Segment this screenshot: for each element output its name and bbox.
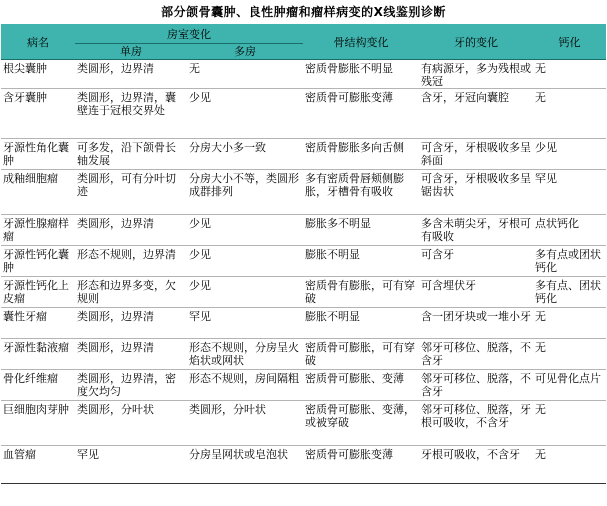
- cell-multi: 形态不规则，房间隔粗: [187, 370, 303, 401]
- cell-bone: 密质骨可膨胀变薄: [303, 89, 419, 139]
- cell-name: 牙源性黏液瘤: [1, 339, 75, 370]
- cell-name: 牙源性角化囊肿: [1, 139, 75, 170]
- cell-calc: 多有点或团状钙化: [533, 246, 606, 277]
- table-row: [1, 401, 606, 446]
- cell-tooth: 可含牙，牙根吸收多呈锯齿状: [419, 170, 533, 215]
- header-single: 单房: [75, 44, 187, 60]
- cell-single: 形态不规则，边界清: [75, 246, 187, 277]
- table-row: [1, 89, 606, 139]
- cell-tooth: 有病源牙，多为残根或残冠: [419, 60, 533, 89]
- cell-bone: 密质骨膨胀不明显: [303, 60, 419, 89]
- cell-calc: 可见骨化点片: [533, 370, 606, 401]
- cell-bone: 密质骨可膨胀、变薄: [303, 370, 419, 401]
- cell-bone: 密质骨可膨胀，可有穿破: [303, 339, 419, 370]
- table-row: [1, 246, 606, 277]
- cell-name: 囊性牙瘤: [1, 308, 75, 339]
- cell-tooth: 可含牙，牙根吸收多呈斜面: [419, 139, 533, 170]
- cell-name: 牙源性钙化上皮瘤: [1, 277, 75, 308]
- cell-tooth: 含牙，牙冠向囊腔: [419, 89, 533, 139]
- cell-single: 类圆形，边界清: [75, 308, 187, 339]
- cell-name: 骨化纤维瘤: [1, 370, 75, 401]
- cell-name: 血管瘤: [1, 446, 75, 484]
- header-chamber: 房室变化: [75, 24, 303, 44]
- table-row: [1, 60, 606, 89]
- cell-multi: 分房大小多一致: [187, 139, 303, 170]
- cell-tooth: 可含埋伏牙: [419, 277, 533, 308]
- cell-bone: 密质骨可膨胀、变薄，或被穿破: [303, 401, 419, 446]
- cell-multi: 形态不规则，分房呈火焰状或网状: [187, 339, 303, 370]
- header-bone: 骨结构变化: [303, 24, 419, 60]
- cell-calc: 无: [533, 446, 606, 484]
- cell-single: 形态和边界多变，欠规则: [75, 277, 187, 308]
- cell-multi: 罕见: [187, 308, 303, 339]
- cell-name: 含牙囊肿: [1, 89, 75, 139]
- table-row: [1, 139, 606, 170]
- cell-single: 类圆形，边界清: [75, 339, 187, 370]
- header-calc: 钙化: [533, 24, 606, 60]
- cell-single: 可多发，沿下颌骨长轴发展: [75, 139, 187, 170]
- cell-calc: 无: [533, 308, 606, 339]
- cell-calc: 无: [533, 401, 606, 446]
- header-name: 病名: [1, 24, 75, 60]
- cell-bone: 膨胀不明显: [303, 308, 419, 339]
- table-row: [1, 277, 606, 308]
- cell-single: 类圆形，边界清: [75, 60, 187, 89]
- cell-tooth: 含一团牙块或一堆小牙: [419, 308, 533, 339]
- cell-bone: 密质骨膨胀多向舌侧: [303, 139, 419, 170]
- cell-calc: 少见: [533, 139, 606, 170]
- cell-tooth: 牙根可吸收，不含牙: [419, 446, 533, 484]
- table-title: 部分颌骨囊肿、良性肿瘤和瘤样病变的X线鉴别诊断: [161, 5, 446, 19]
- table-row: [1, 339, 606, 370]
- cell-name: 根尖囊肿: [1, 60, 75, 89]
- cell-tooth: 可含牙: [419, 246, 533, 277]
- cell-calc: 无: [533, 60, 606, 89]
- table-row: [1, 308, 606, 339]
- table-row: [1, 170, 606, 215]
- cell-multi: 分房呈网状或皂泡状: [187, 446, 303, 484]
- cell-multi: 少见: [187, 246, 303, 277]
- cell-single: 罕见: [75, 446, 187, 484]
- cell-single: 类圆形，可有分叶切迹: [75, 170, 187, 215]
- table-row: [1, 370, 606, 401]
- diagnosis-table: [1, 24, 606, 484]
- cell-calc: 无: [533, 339, 606, 370]
- cell-bone: 膨胀多不明显: [303, 215, 419, 246]
- cell-single: 类圆形，分叶状: [75, 401, 187, 446]
- cell-tooth: 邻牙可移位、脱落，不含牙: [419, 370, 533, 401]
- header-tooth: 牙的变化: [419, 24, 533, 60]
- cell-tooth: 邻牙可移位、脱落，牙根可吸收，不含牙: [419, 401, 533, 446]
- cell-calc: 点状钙化: [533, 215, 606, 246]
- header-multi: 多房: [187, 44, 303, 60]
- table-row: [1, 215, 606, 246]
- cell-calc: 罕见: [533, 170, 606, 215]
- cell-multi: 无: [187, 60, 303, 89]
- table-row: [1, 446, 606, 484]
- table-body: [1, 60, 606, 484]
- cell-multi: 分房大小不等，类圆形成群排列: [187, 170, 303, 215]
- cell-name: 成釉细胞瘤: [1, 170, 75, 215]
- table-header: [1, 24, 606, 60]
- cell-calc: 多有点、团状钙化: [533, 277, 606, 308]
- cell-bone: 密质骨可膨胀变薄: [303, 446, 419, 484]
- cell-single: 类圆形，边界清，密度欠均匀: [75, 370, 187, 401]
- cell-tooth: 邻牙可移位、脱落，不含牙: [419, 339, 533, 370]
- cell-single: 类圆形，边界清，囊壁连于冠根交界处: [75, 89, 187, 139]
- cell-name: 牙源性腺瘤样瘤: [1, 215, 75, 246]
- cell-calc: 无: [533, 89, 606, 139]
- cell-multi: 少见: [187, 215, 303, 246]
- cell-multi: 类圆形，分叶状: [187, 401, 303, 446]
- cell-bone: 多有密质骨唇颊侧膨胀，牙槽骨有吸收: [303, 170, 419, 215]
- cell-single: 类圆形，边界清: [75, 215, 187, 246]
- cell-multi: 少见: [187, 89, 303, 139]
- cell-bone: 密质骨有膨胀，可有穿破: [303, 277, 419, 308]
- cell-name: 牙源性钙化囊肿: [1, 246, 75, 277]
- cell-name: 巨细胞肉芽肿: [1, 401, 75, 446]
- cell-bone: 膨胀不明显: [303, 246, 419, 277]
- cell-multi: 少见: [187, 277, 303, 308]
- cell-tooth: 多含未萌尖牙，牙根可有吸收: [419, 215, 533, 246]
